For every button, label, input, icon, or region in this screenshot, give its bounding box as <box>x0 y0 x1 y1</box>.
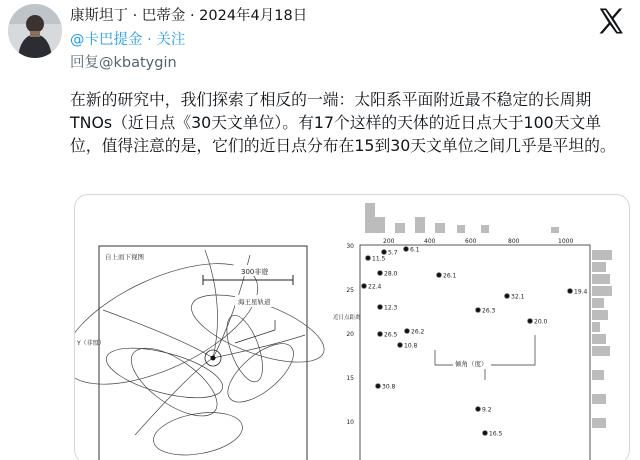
scatter-point <box>362 284 367 289</box>
scatter-point <box>376 384 381 389</box>
scatter-point-label: 5.7 <box>388 249 398 257</box>
scatter-point-label: 26.2 <box>411 328 425 336</box>
scatter-point <box>437 273 442 278</box>
scatter-point <box>378 305 383 310</box>
top-tick: 1000 <box>558 238 574 245</box>
scatter-point-label: 28.0 <box>384 270 398 278</box>
top-tick: 800 <box>508 238 520 245</box>
scatter-point <box>378 271 383 276</box>
follow-separator: · <box>147 32 152 48</box>
sun-marker <box>211 356 216 361</box>
scatter-point <box>505 294 510 299</box>
top-axis-ticks <box>383 238 573 245</box>
top-down-title: 自上而下视图 <box>105 253 144 261</box>
scatter-point-label: 26.3 <box>482 307 496 315</box>
scatter-point-label: 32.1 <box>511 293 525 301</box>
scatter-point <box>483 431 488 436</box>
avatar-image <box>8 4 62 58</box>
top-tick: 400 <box>424 238 436 245</box>
inclination-label: 倾角（度） <box>455 360 488 368</box>
top-down-view-panel <box>75 239 332 460</box>
x-logo-icon[interactable] <box>596 6 626 36</box>
scatter-point <box>366 256 371 261</box>
post-date[interactable]: 2024年4月18日 <box>199 8 308 24</box>
author-handle[interactable]: @卡巴提金 <box>70 32 143 48</box>
left-tick: 25 <box>346 287 354 294</box>
post-header <box>70 6 590 74</box>
author-row <box>70 6 590 26</box>
scale-label: 300非遊 <box>241 268 269 276</box>
scatter-point <box>568 289 573 294</box>
scatter-point-label: 16.5 <box>489 430 503 438</box>
neptune-orbit-label: 海王星轨道 <box>238 298 271 306</box>
top-histogram <box>365 203 559 233</box>
scatter-point-label: 19.4 <box>574 288 588 296</box>
scatter-point-label: 26.5 <box>384 331 398 339</box>
scatter-point <box>404 247 409 252</box>
figure-image <box>75 195 630 460</box>
handle-row <box>70 29 590 51</box>
scatter-point-label: 11.5 <box>372 255 386 263</box>
scatter-point-label: 20.0 <box>534 318 548 326</box>
left-tick: 15 <box>346 375 354 382</box>
follow-button[interactable]: 关注 <box>156 32 186 48</box>
scatter-point <box>378 332 383 337</box>
scatter-point <box>398 343 403 348</box>
scatter-point-label: 26.1 <box>443 272 457 280</box>
scatter-point <box>476 407 481 412</box>
scatter-point-label: 9.2 <box>482 406 492 414</box>
scatter-point <box>405 329 410 334</box>
scatter-point-label: 30.8 <box>382 383 396 391</box>
scatter-point <box>476 308 481 313</box>
left-tick: 20 <box>346 331 354 338</box>
left-tick: 10 <box>346 419 354 426</box>
author-name[interactable]: 康斯坦丁 <box>70 8 128 24</box>
scatter-point <box>528 319 533 324</box>
right-histogram <box>592 250 612 428</box>
left-axis-ticks <box>346 243 354 460</box>
top-tick: 200 <box>383 238 395 245</box>
date-separator: · <box>189 8 195 24</box>
scatter-point-label: 12.3 <box>384 304 398 312</box>
name-separator: · <box>132 8 138 24</box>
author-name-2[interactable]: 巴蒂金 <box>141 8 186 24</box>
scatter-point-label: 10.8 <box>404 342 418 350</box>
post-text: 在新的研究中，我们探索了相反的一端：太阳系平面附近最不稳定的长周期TNOs（近日点《30天文单位）。有17个这样的天体的近日点大于100天文单位，值得注意的是，它们的近日点分布在15到30天文单位之间几乎是平坦的。 <box>70 90 616 155</box>
perihelion-panel <box>333 203 612 460</box>
scatter-point-label: 6.1 <box>410 246 420 254</box>
left-tick: 30 <box>346 243 354 250</box>
post-media[interactable] <box>74 194 630 460</box>
scatter-point-label: 22.4 <box>368 283 382 291</box>
right-y-axis-label: 近日点距离 <box>333 315 361 321</box>
avatar[interactable] <box>8 4 62 58</box>
top-tick: 600 <box>465 238 477 245</box>
scatter-point <box>382 250 387 255</box>
reply-context[interactable]: 回复@kbatygin <box>70 55 177 71</box>
left-y-axis-label: Y（非盟） <box>77 340 105 347</box>
